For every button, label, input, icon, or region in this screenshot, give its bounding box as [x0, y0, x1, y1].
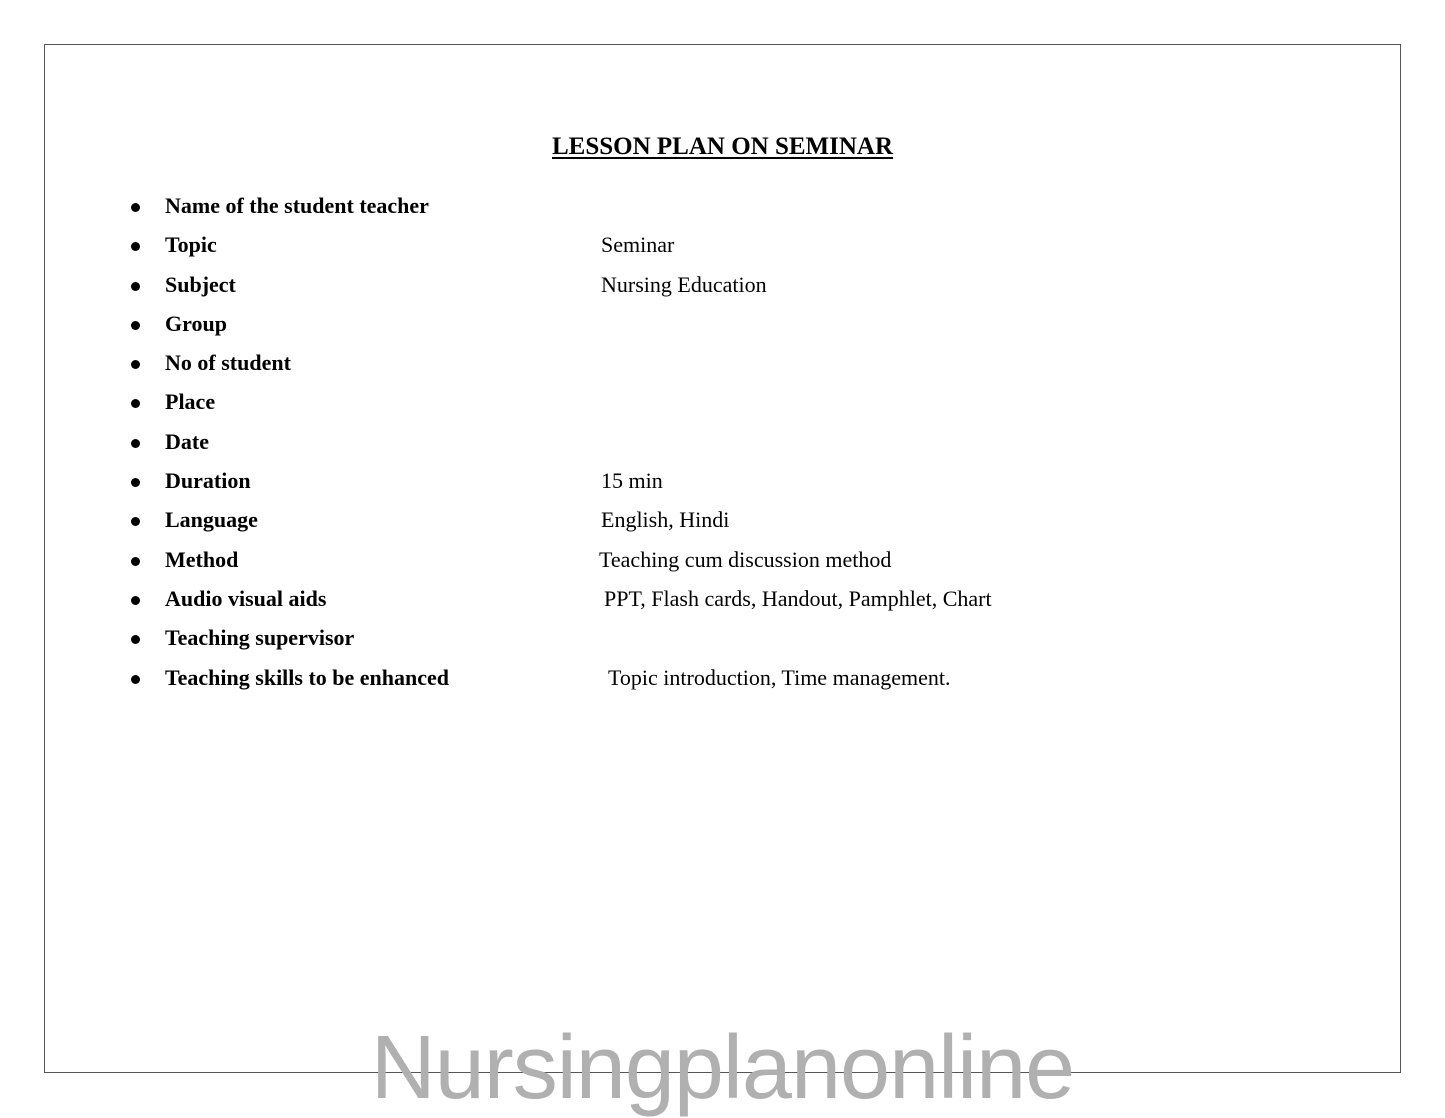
bullet-icon — [131, 203, 140, 212]
field-label: Audio visual aids — [165, 585, 327, 611]
document-title: LESSON PLAN ON SEMINAR — [551, 133, 894, 160]
field-row-method — [0, 540, 1445, 579]
bullet-icon — [131, 596, 140, 605]
field-row-subject — [0, 265, 1445, 304]
field-label: Name of the student teacher — [165, 193, 429, 218]
field-row-group — [0, 304, 1445, 343]
field-value: English, Hindi — [601, 507, 730, 533]
field-row-place — [0, 382, 1445, 421]
bullet-icon — [131, 635, 140, 644]
field-label: Subject — [165, 271, 236, 297]
field-row-teaching-supervisor — [0, 618, 1445, 657]
field-row-teaching-skills — [0, 658, 1445, 697]
field-value: Topic introduction, Time management. — [608, 664, 951, 690]
field-label: Place — [165, 389, 216, 415]
field-label: Language — [165, 507, 258, 533]
bullet-icon — [131, 321, 140, 330]
field-row-date — [0, 422, 1445, 461]
field-label: Teaching skills to be enhanced — [165, 664, 450, 690]
field-label: Date — [165, 428, 209, 454]
bullet-icon — [131, 242, 140, 251]
watermark-text: Nursingplanonline — [370, 1018, 1075, 1118]
field-row-topic — [0, 225, 1445, 264]
field-label: No of student — [165, 350, 291, 376]
field-row-student-teacher — [0, 186, 1445, 225]
field-row-duration — [0, 461, 1445, 500]
bullet-icon — [131, 399, 140, 408]
bullet-icon — [131, 517, 140, 526]
field-value: Teaching cum discussion method — [599, 546, 892, 572]
field-value: PPT, Flash cards, Handout, Pamphlet, Chart — [604, 585, 992, 611]
field-label: Group — [165, 310, 227, 336]
field-label: Topic — [165, 232, 217, 258]
field-label: Duration — [165, 468, 251, 494]
bullet-icon — [131, 478, 140, 487]
field-row-language — [0, 500, 1445, 539]
field-value: Nursing Education — [601, 271, 767, 297]
bullet-icon — [131, 360, 140, 369]
field-label: Teaching supervisor — [165, 625, 355, 651]
field-label: Method — [165, 546, 239, 572]
field-row-audio-visual-aids — [0, 579, 1445, 618]
bullet-icon — [131, 282, 140, 291]
field-value: 15 min — [601, 468, 663, 494]
bullet-icon — [131, 557, 140, 566]
bullet-icon — [131, 439, 140, 448]
lesson-plan-field-list — [0, 186, 1445, 697]
field-value: Seminar — [601, 232, 675, 258]
bullet-icon — [131, 675, 140, 684]
field-row-no-of-student — [0, 343, 1445, 382]
